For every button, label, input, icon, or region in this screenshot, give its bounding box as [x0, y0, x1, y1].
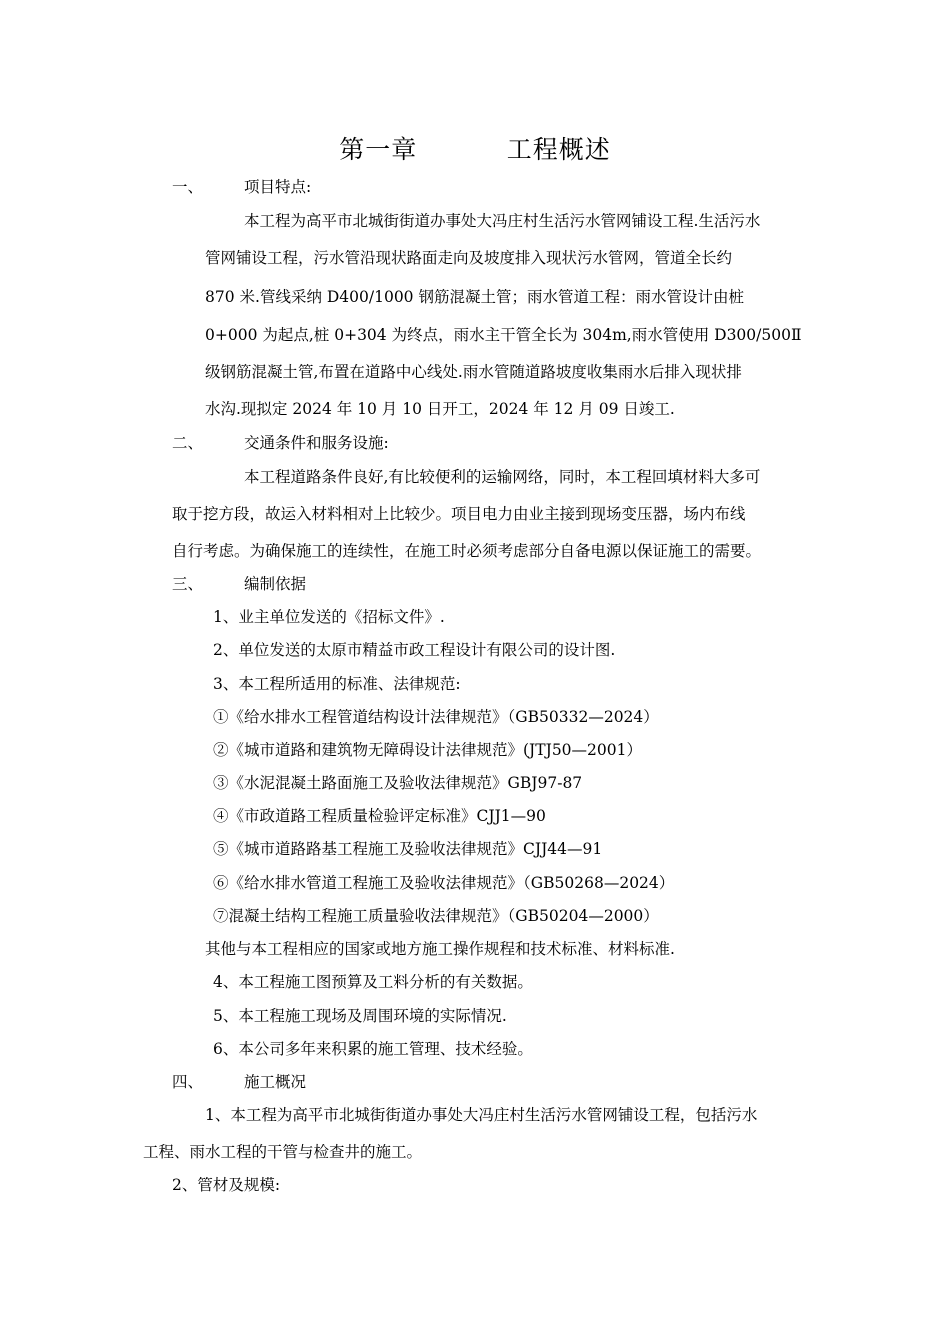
- list-item: ④《市政道路工程质量检验评定标准》CJJ1—90: [213, 807, 546, 825]
- page-title: 第一章 工程概述: [339, 135, 611, 164]
- section-heading: [0, 433, 950, 453]
- list-item: ②《城市道路和建筑物无障碍设计法律规范》(JTJ50—2001）: [213, 741, 642, 759]
- paragraph-line: 水沟.现拟定 2024 年 10 月 10 日开工，2024 年 12 月 09 日竣工.: [205, 400, 675, 418]
- section-number: 四、: [172, 1073, 204, 1091]
- section-title: 项目特点:: [244, 178, 312, 196]
- paragraph-line: 本工程为高平市北城街街道办事处大冯庄村生活污水管网铺设工程.生活污水: [244, 212, 761, 230]
- paragraph-line: 本工程道路条件良好,有比较便利的运输网络，同时，本工程回填材料大多可: [244, 468, 761, 486]
- paragraph-line: 管网铺设工程，污水管沿现状路面走向及坡度排入现状污水管网，管道全长约: [205, 249, 733, 267]
- list-item: 1、业主单位发送的《招标文件》.: [213, 608, 445, 626]
- paragraph-line: 取于挖方段，故运入材料相对上比较少。项目电力由业主接到现场变压器，场内布线: [172, 505, 746, 523]
- paragraph-line: 0+000 为起点,桩 0+304 为终点，雨水主干管全长为 304m,雨水管使用 D300/500Ⅱ: [205, 326, 802, 344]
- list-item: 5、本工程施工现场及周围环境的实际情况.: [213, 1007, 507, 1025]
- paragraph-line: 2、管材及规模:: [172, 1176, 281, 1194]
- section-title: 编制依据: [244, 575, 307, 593]
- section-heading: [0, 177, 950, 197]
- list-item: ③《水泥混凝土路面施工及验收法律规范》GBJ97-87: [213, 774, 583, 792]
- section-title: 施工概况: [244, 1073, 307, 1091]
- paragraph-line: 工程、雨水工程的干管与检查井的施工。: [143, 1143, 423, 1161]
- section-number: 三、: [172, 575, 204, 593]
- list-item: ①《给水排水工程管道结构设计法律规范》（GB50332—2024）: [213, 708, 659, 726]
- paragraph-line: 1、本工程为高平市北城街街道办事处大冯庄村生活污水管网铺设工程，包括污水: [205, 1106, 758, 1124]
- paragraph-line: 自行考虑。为确保施工的连续性，在施工时必须考虑部分自备电源以保证施工的需要。: [172, 542, 762, 560]
- list-item: 2、单位发送的太原市精益市政工程设计有限公司的设计图.: [213, 641, 616, 659]
- list-item: 其他与本工程相应的国家或地方施工操作规程和技术标准、材料标准.: [205, 940, 675, 958]
- section-title: 交通条件和服务设施:: [244, 434, 389, 452]
- list-item: 6、本公司多年来积累的施工管理、技术经验。: [213, 1040, 533, 1058]
- paragraph-line: 级钢筋混凝土管,布置在道路中心线处.雨水管随道路坡度收集雨水后排入现状排: [205, 363, 742, 381]
- section-number: 二、: [172, 434, 204, 452]
- list-item: 3、本工程所适用的标准、法律规范:: [213, 675, 461, 693]
- paragraph-line: 870 米.管线采纳 D400/1000 钢筋混凝土管；雨水管道工程：雨水管设计由桩: [205, 288, 744, 306]
- list-item: ⑥《给水排水管道工程施工及验收法律规范》（GB50268—2024）: [213, 874, 675, 892]
- list-item: ⑦混凝土结构工程施工质量验收法律规范》（GB50204—2000）: [213, 907, 659, 925]
- section-heading: [0, 574, 950, 594]
- list-item: 4、本工程施工图预算及工料分析的有关数据。: [213, 973, 533, 991]
- section-number: 一、: [172, 178, 204, 196]
- section-heading: [0, 1072, 950, 1092]
- list-item: ⑤《城市道路路基工程施工及验收法律规范》CJJ44—91: [213, 840, 603, 858]
